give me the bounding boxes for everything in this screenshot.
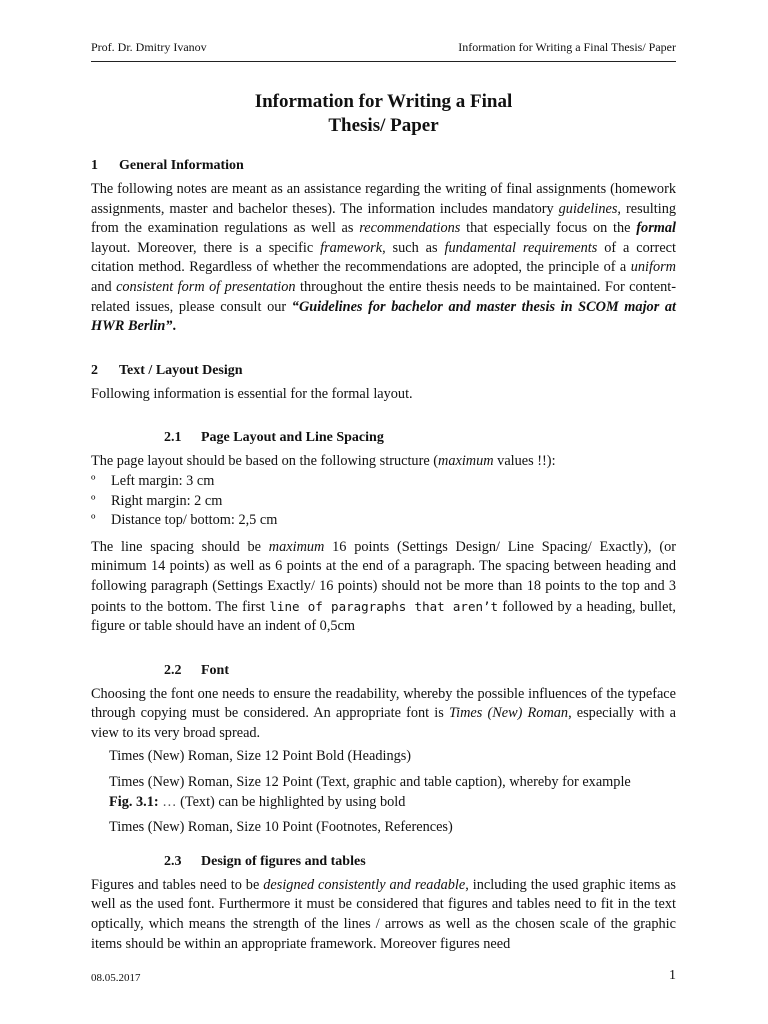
text-run: The line spacing should be [91, 538, 269, 555]
text-run: . [172, 318, 177, 335]
text-run: The page layout should be based on the following structure ( [91, 453, 439, 470]
list-item-text: Right margin: 2 cm [111, 492, 223, 509]
title-line-1: Information for Writing a Final [254, 91, 513, 112]
section-title: Design of figures and tables [201, 853, 366, 869]
document-title [91, 90, 676, 138]
mono-run: line of paragraphs that aren’t [269, 598, 499, 614]
section-heading-2-3 [91, 854, 676, 870]
text-run: Choosing the font one needs to ensure the readability, whereby the possible influences of the typeface through copying must be considered. An appropriate font is [91, 685, 676, 722]
bold-italic-run: formal [636, 220, 676, 237]
section-heading-1 [91, 158, 676, 174]
font-spec-headings: Times (New) Roman, Size 12 Point Bold (Headings) [109, 748, 412, 765]
page-number: 1 [669, 968, 676, 983]
italic-run: uniform [630, 259, 676, 276]
paragraph-general-information [91, 180, 676, 337]
bullet-icon: º [91, 512, 96, 529]
text-run: 16 points (Settings Design/ Line Spacing/ Exactly), (or minimum 14 points) as well as 6 points at the end of a paragraph. The spacing between heading and following paragraph (Settings Exactly/ 16 points) should not be more than 18 points to the top and 3 points to the bottom. The first [91, 538, 676, 615]
section-title: Font [201, 662, 229, 678]
list-item-text: Distance top/ bottom: 2,5 cm [111, 512, 278, 529]
section-title: General Information [119, 158, 244, 173]
page-footer [91, 968, 676, 984]
section-heading-2-2 [91, 663, 676, 679]
italic-run: designed consistently and readable [263, 876, 466, 893]
italic-run: consistent form of presentation [116, 278, 296, 295]
italic-run: recommendations [359, 220, 461, 237]
text-run: and [91, 278, 117, 295]
text-run: of a correct citation method. Regardless of whether the recommendations are adopted, the principle of a [91, 239, 676, 276]
footer-date: 08.05.2017 [91, 972, 141, 984]
section-number: 2.2 [164, 662, 182, 678]
text-run: layout. Moreover, there is a specific [91, 239, 321, 256]
bullet-icon: º [91, 492, 96, 509]
section-number: 1 [91, 158, 98, 173]
font-spec-footnotes: Times (New) Roman, Size 10 Point (Footnotes, References) [109, 819, 453, 836]
margin-list [91, 472, 676, 531]
list-item [91, 511, 676, 531]
paragraph-font [91, 685, 676, 744]
paragraph-figures-tables [91, 876, 676, 954]
section-number: 2 [91, 362, 98, 378]
text-run: , such as [382, 239, 445, 256]
text-run: , including the used graphic items as well as the used font. Furthermore it must be considered that figures and tables need to fit in the text optically, which means the strength of the lines / arrows as well as the chosen scale of the graphic items should be within an appropriate framework. Moreover figures need [91, 876, 676, 952]
section-heading-2-1 [91, 430, 676, 446]
text-run: , especially with a view to its very broad spread. [91, 705, 676, 741]
paragraph-line-spacing [91, 538, 676, 637]
paragraph-page-layout-intro [91, 452, 676, 472]
text-run: , resulting from the examination regulations as well as [91, 200, 676, 237]
title-line-2: Thesis/ Paper [328, 115, 439, 136]
header-author: Prof. Dr. Dmitry Ivanov [91, 40, 207, 54]
section-heading-2 [91, 363, 676, 379]
text-run: that especially focus on the [460, 220, 637, 237]
section-number: 2.3 [164, 853, 182, 869]
list-item-text: Left margin: 3 cm [111, 472, 215, 489]
document-body [91, 90, 676, 954]
italic-run: Times (New) Roman [448, 705, 569, 722]
italic-run: maximum [438, 453, 494, 470]
italic-run: fundamental requirements [444, 239, 598, 256]
section-number: 2.1 [164, 430, 182, 446]
text-run: followed by a heading, bullet, figure or table should have an indent of 0,5cm [91, 598, 676, 635]
list-item [91, 492, 676, 512]
bold-run: Fig. 3.1: [109, 793, 159, 810]
guidelines-reference: “Guidelines for bachelor and master thesis in SCOM major at HWR Berlin” [91, 298, 676, 335]
italic-run: maximum [268, 538, 325, 555]
text-run: throughout the entire thesis needs to be maintained. For content-related issues, please consult our [91, 278, 677, 315]
text-run: The following notes are meant as an assistance regarding the writing of final assignments (homework assignments, master and bachelor theses). The information includes mandatory [91, 181, 676, 217]
text-run: Figures and tables need to be [91, 876, 264, 893]
header-title: Information for Writing a Final Thesis/ Paper [458, 40, 676, 54]
paragraph-layout-intro: Following information is essential for the formal layout. [91, 385, 413, 402]
text-run: Times (New) Roman, Size 12 Point (Text, graphic and table caption), whereby for example [109, 774, 631, 791]
page-header [91, 40, 676, 62]
italic-run: guidelines [558, 200, 618, 217]
list-item [91, 472, 676, 492]
section-title: Text / Layout Design [119, 362, 243, 378]
section-title: Page Layout and Line Spacing [201, 430, 384, 446]
bullet-icon: º [91, 472, 96, 489]
font-spec-text [91, 773, 676, 812]
italic-run: framework [320, 239, 383, 256]
ellipsis-run: … [158, 793, 181, 810]
text-run: values !!): [493, 453, 556, 470]
text-run: (Text) can be highlighted by using bold [180, 793, 406, 810]
